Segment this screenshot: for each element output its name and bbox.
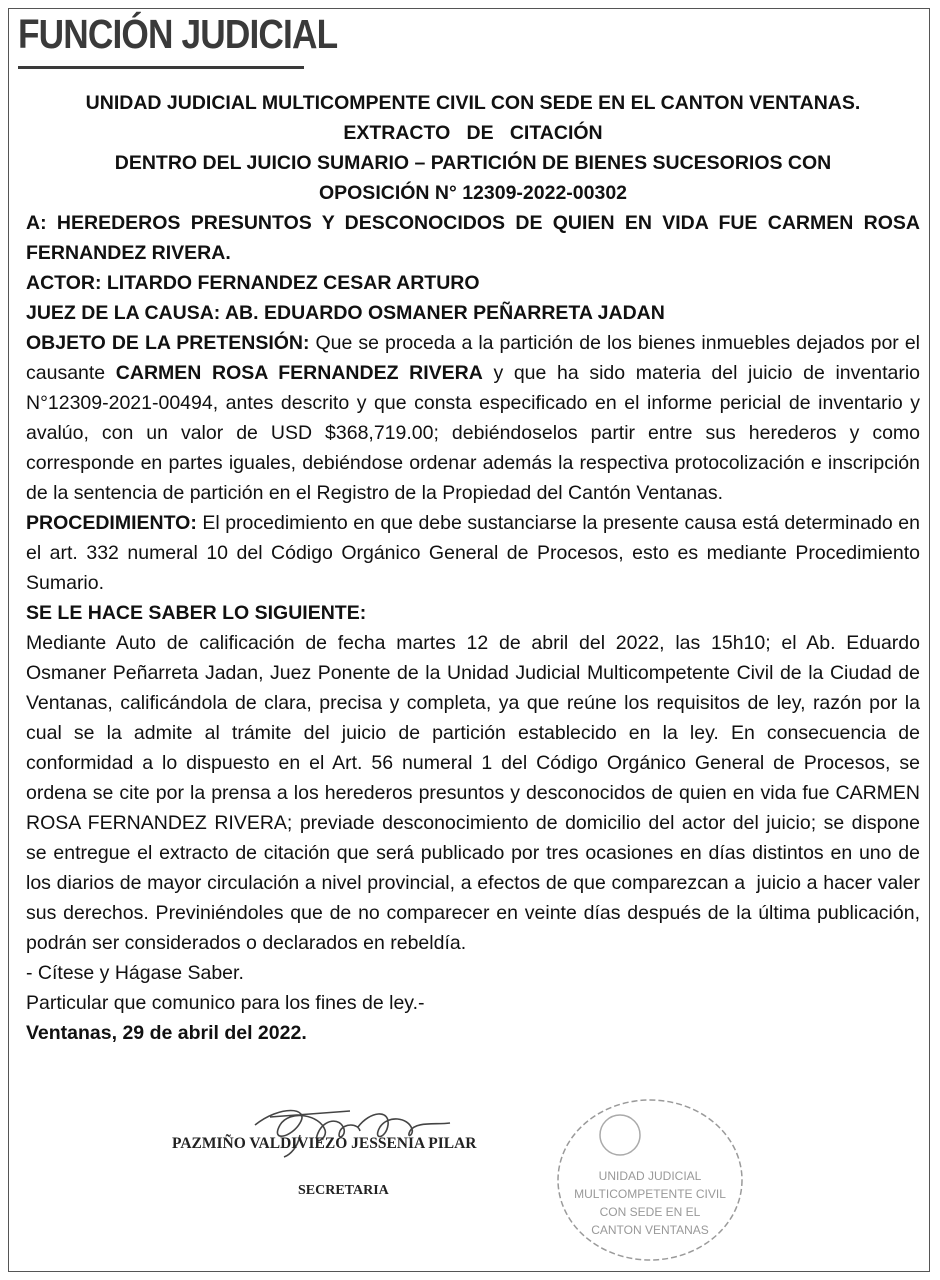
objeto-label: OBJETO DE LA PRETENSIÓN: <box>26 332 310 354</box>
signatory-role: SECRETARIA <box>298 1183 389 1198</box>
procedimiento-paragraph <box>26 508 920 598</box>
objeto-causante-name: CARMEN ROSA FERNANDEZ RIVERA <box>115 362 483 384</box>
case-title: DENTRO DEL JUICIO SUMARIO – PARTICIÓN DE BIENES SUCESORIOS CON <box>114 152 832 174</box>
signatory-name: PAZMIÑO VALDIVIEZO JESSENIA PILAR <box>172 1135 477 1152</box>
particular-line: Particular que comunico para los fines de ley.- <box>26 992 425 1014</box>
place-date: Ventanas, 29 de abril del 2022. <box>26 1022 307 1044</box>
handwritten-signature <box>240 1095 500 1165</box>
procedimiento-label: PROCEDIMIENTO: <box>26 512 197 534</box>
stamp-line-1: UNIDAD JUDICIAL <box>598 1169 702 1183</box>
saber-heading: SE LE HACE SABER LO SIGUIENTE: <box>26 602 367 624</box>
court-seal-stamp <box>550 1095 750 1265</box>
court-name: UNIDAD JUDICIAL MULTICOMPENTE CIVIL CON SEDE EN EL CANTON VENTANAS. <box>85 92 861 114</box>
actor: ACTOR: LITARDO FERNANDEZ CESAR ARTURO <box>26 272 480 294</box>
notice-body <box>26 88 926 1048</box>
saber-paragraph: Mediante Auto de calificación de fecha martes 12 de abril del 2022, las 15h10; el Ab. Eduardo Osmaner Peñarreta Jadan, Juez Ponente de la Unidad Judicial Multicompetente Civil de la Ciudad de Ventanas, calificándola de clara, precisa y completa, ya que reúne los requisitos de ley, razón por la cual se la admite al trámite del juicio de partición establecido en la ley. En consecuencia de conformidad a lo dispuesto en el Art. 56 numeral 1 del Código Orgánico General de Procesos, se ordena se cite por la prensa a los herederos presuntos y desconocidos de quien en vida fue CARMEN ROSA FERNANDEZ RIVERA; previade desconocimiento de domicilio del actor del juicio; se dispone se entregue el extracto de citación que será publicado por tres ocasiones en días distintos en uno de los diarios de mayor circulación a nivel provincial, a efectos de que comparezcan a juicio a hacer valer sus derechos. Previniéndoles que de no comparecer en veinte días después de la última publicación, podrán ser considerados o declarados en rebeldía. <box>26 632 926 954</box>
document-title: EXTRACTO DE CITACIÓN <box>343 122 603 144</box>
brand-logo: FUNCIÓN JUDICIAL <box>18 11 338 57</box>
objeto-text-2: y que ha sido materia del juicio de inventario N°12309-2021-00494, antes descrito y que consta especificado en el informe pericial de inventario y avalúo, con un valor de USD $368,719.00; debiéndoselos partir entre sus herederos y como corresponde en partes iguales, debiéndose ordenar además la respectiva protocolización e inscripción de la sentencia de partición en el Registro de la Propiedad del Cantón Ventanas. <box>26 362 920 504</box>
stamp-line-2: MULTICOMPETENTE CIVIL <box>574 1187 726 1201</box>
stamp-line-3: CON SEDE EN EL <box>599 1205 701 1219</box>
brand-underline <box>18 66 304 69</box>
signature-block <box>0 1095 940 1275</box>
stamp-line-4: CANTON VENTANAS <box>591 1223 709 1237</box>
objeto-text-1: Que se proceda a la partición de los bienes inmuebles dejados por el causante <box>26 332 920 384</box>
addressee: A: HEREDEROS PRESUNTOS Y DESCONOCIDOS DE QUIEN EN VIDA FUE CARMEN ROSA FERNANDEZ RIVERA. <box>26 212 920 264</box>
citese-line: - Cítese y Hágase Saber. <box>26 962 244 984</box>
objeto-paragraph <box>26 328 920 508</box>
judge: JUEZ DE LA CAUSA: AB. EDUARDO OSMANER PEÑARRETA JADAN <box>26 302 665 324</box>
procedimiento-text: El procedimiento en que debe sustanciarse la presente causa está determinado en el art. 332 numeral 10 del Código Orgánico General de Procesos, esto es mediante Procedimiento Sumario. <box>26 512 920 594</box>
case-number: OPOSICIÓN N° 12309-2022-00302 <box>318 182 628 204</box>
seal-emblem-icon <box>600 1115 640 1155</box>
